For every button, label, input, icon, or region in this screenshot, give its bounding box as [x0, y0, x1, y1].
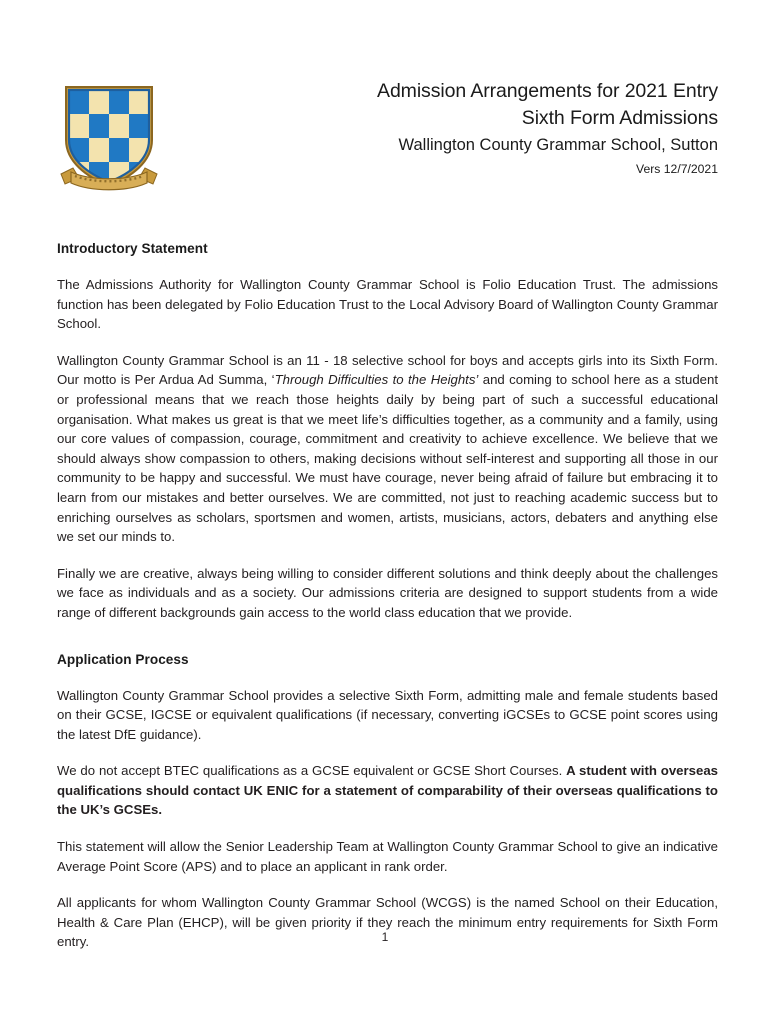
section-introductory-statement — [57, 240, 718, 623]
page-footer — [0, 930, 770, 944]
section-heading: Introductory Statement — [57, 241, 208, 256]
shield-checkerboard — [69, 90, 149, 186]
text-run-bold: A student with overseas qualifications should contact UK ENIC for a statement of comparability of their overseas qualifications to the UK’s GCSEs. — [57, 763, 718, 818]
text-run: This statement will allow the Senior Leadership Team at Wallington County Grammar School to give an indicative Average Point Score (APS) and to place an applicant in rank order. — [57, 839, 718, 874]
document-title-line-2: Sixth Form Admissions — [521, 107, 718, 129]
page-number: 1 — [381, 930, 389, 944]
header-title-block — [161, 78, 718, 180]
school-crest-logo — [57, 78, 161, 194]
paragraph — [57, 761, 718, 820]
document-body — [57, 240, 718, 952]
paragraph — [57, 275, 718, 334]
section-heading: Application Process — [57, 651, 189, 667]
document-title-line-1: Admission Arrangements for 2021 Entry — [377, 80, 718, 102]
school-name-subtitle: Wallington County Grammar School, Sutton — [398, 136, 718, 154]
paragraph — [57, 837, 718, 876]
paragraph — [57, 686, 718, 745]
text-run: Wallington County Grammar School provides a selective Sixth Form, admitting male and female students based on their GCSE, IGCSE or equivalent qualifications (if necessary, converting iGCSEs to GCSE point scores using the latest DfE guidance). — [57, 687, 718, 742]
text-run: and coming to school here as a student or professional means that we reach those heights daily by being part of such a successful educational organisation. What makes us great is that we meet life’s difficulties together, as a community and a family, using our core values of compassion, courage, commitment and creativity to achieve excellence. We believe that we should always show compassion to others, making decisions without self-interest and supporting all those in our community to be happy and successful. We must have courage, never being afraid of failure but embracing it to learn from our mistakes and better ourselves. We are committed, not just to reaching academic success but to enriching ourselves as scholars, sportsmen and women, artists, musicians, actors, debaters and anything else we set our minds to. — [57, 372, 719, 545]
text-run: The Admissions Authority for Wallington County Grammar School is Folio Education Trust. The admissions function has been delegated by Folio Education Trust to the Local Advisory Board of Wallington County Grammar School. — [57, 277, 718, 332]
paragraph — [57, 351, 718, 547]
text-run: Finally we are creative, always being willing to consider different solutions and think deeply about the challenges we face as individuals and as a society. Our admissions criteria are designed to support students from a wide range of different backgrounds gain access to the world class education that we provide. — [57, 565, 718, 620]
text-run: We do not accept BTEC qualifications as a GCSE equivalent or GCSE Short Courses. — [57, 763, 567, 779]
document-header — [57, 78, 718, 194]
text-run: All applicants for whom Wallington County Grammar School (WCGS) is the named School on their Education, Health & Care Plan (EHCP), will be given priority if they reach the minimum entry requirements for Sixth Form entry. — [57, 895, 718, 950]
text-run: Wallington County Grammar School is an 11 - 18 selective school for boys and accepts girls into its Sixth Form. Our motto is Per Ardua Ad Summa, ‘ — [57, 352, 718, 388]
crest-icon — [57, 82, 161, 194]
section-application-process — [57, 651, 718, 953]
text-run-italic: Through Difficulties to the Heights’ — [274, 372, 479, 388]
paragraph — [57, 564, 718, 623]
document-version: Vers 12/7/2021 — [636, 162, 718, 176]
